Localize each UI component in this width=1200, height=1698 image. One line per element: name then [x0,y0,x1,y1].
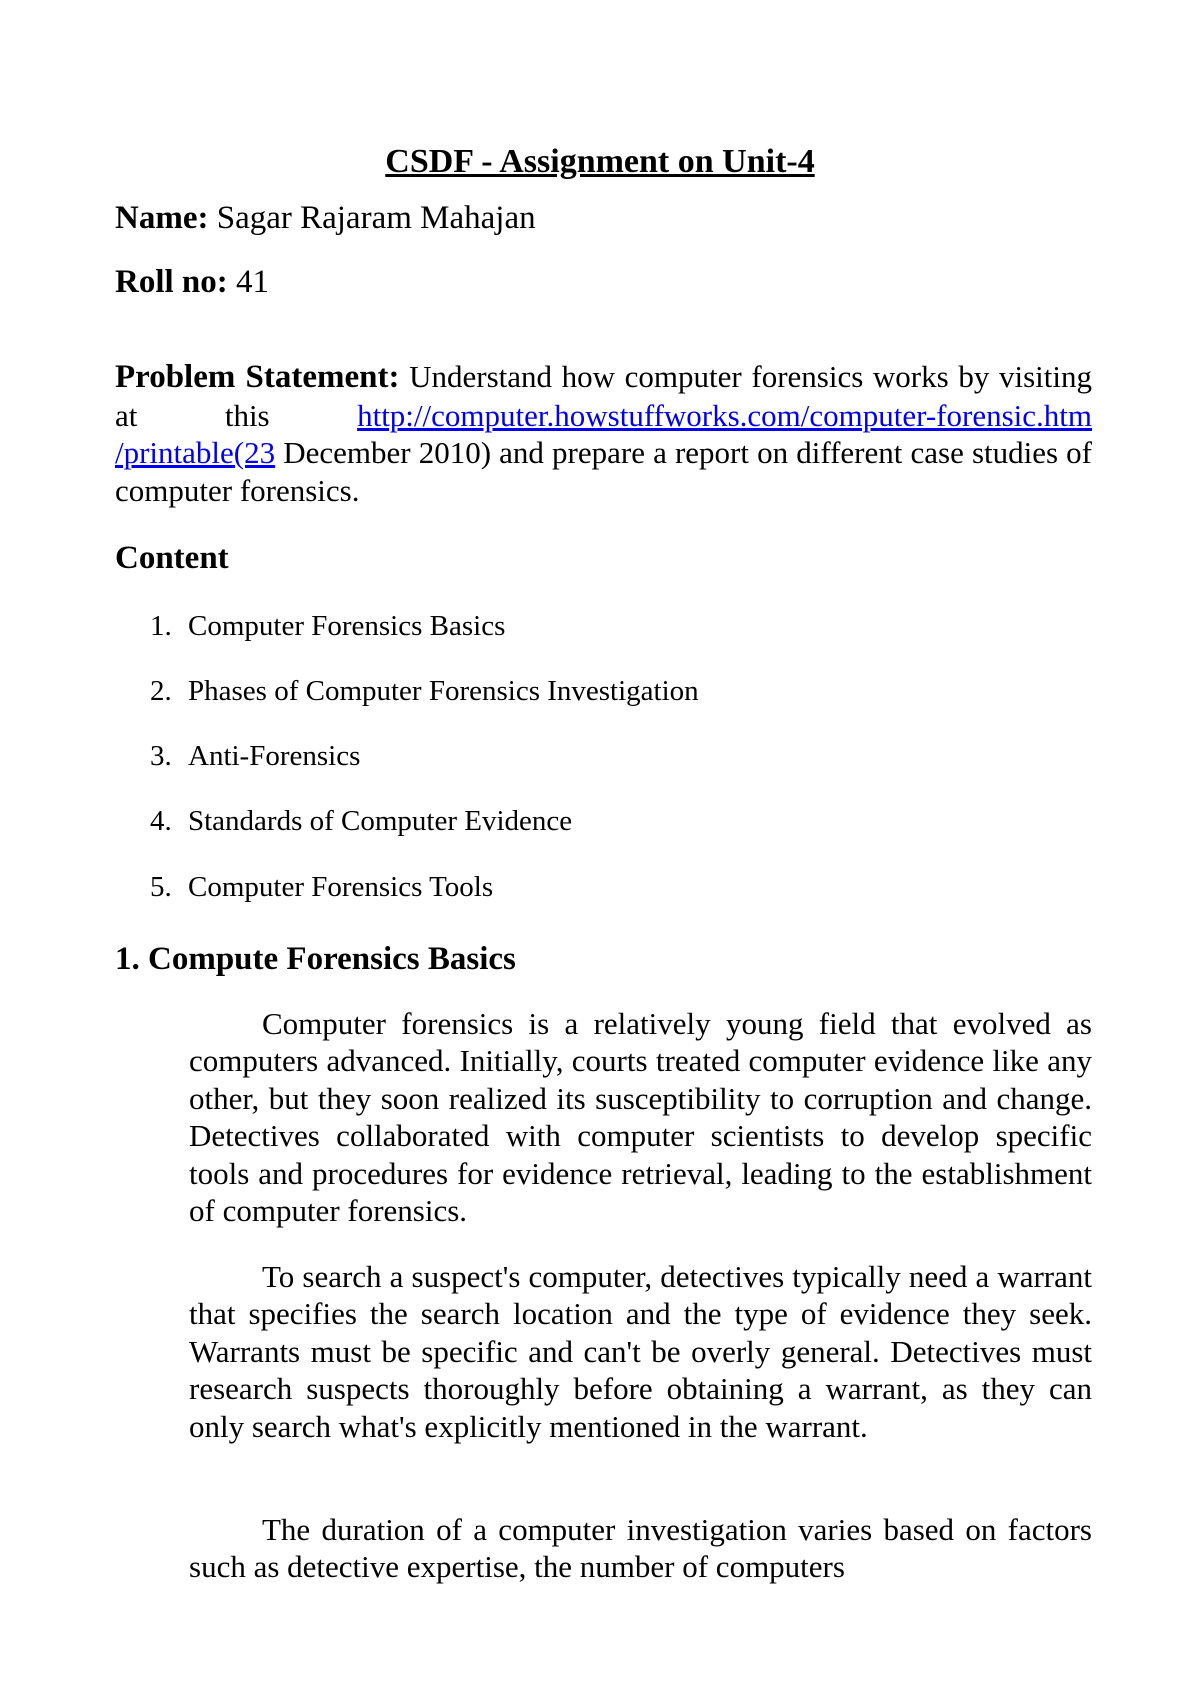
roll-label: Roll no: [115,264,228,300]
toc-item-number: 5. [150,871,172,903]
toc-item-label: Anti-Forensics [188,740,361,772]
name-label: Name: [115,200,209,236]
toc-item [150,673,699,709]
toc-item [150,869,493,905]
toc-item-number: 1. [150,610,172,642]
body-paragraph: To search a suspect's computer, detectives typically need a warrant that specifies the search location and the type of evidence they seek. Warrants must be specific and can't be overly general. Detectives must research suspects thoroughly before obtaining a warrant, as they can only search what's explicitly mentioned in the warrant. [189,1259,1092,1444]
name-field [115,198,536,238]
toc-item-label: Standards of Computer Evidence [188,805,573,837]
toc-item [150,803,572,839]
toc-item-label: Phases of Computer Forensics Investigation [188,675,699,707]
toc-item-label: Computer Forensics Basics [188,610,506,642]
toc-item-number: 3. [150,740,172,772]
problem-link[interactable]: http://computer.howstuffworks.com/computer-forensic.htm /printable(23 [115,397,1092,470]
toc-item-number: 2. [150,675,172,707]
name-value: Sagar Rajaram Mahajan [216,200,536,236]
section-heading: 1. Compute Forensics Basics [115,941,516,977]
content-heading: Content [115,540,229,576]
problem-label: Problem Statement: [115,359,400,395]
problem-text-start: Understand how computer forensics works by visiting at this [115,359,1092,433]
toc-item [150,608,505,644]
problem-statement [115,358,1092,509]
document-title: CSDF - Assignment on Unit-4 [385,143,815,180]
body-paragraph: Computer forensics is a relatively young field that evolved as computers advanced. Initially, courts treated computer evidence like any other, but they soon realized its susceptibility to corruption and change. Detectives collaborated with computer scientists to develop specific tools and procedures for evidence retrieval, leading to the establishment of computer forensics. [189,1006,1092,1229]
roll-field [115,262,269,302]
toc-item-label: Computer Forensics Tools [188,871,494,903]
toc-item [150,738,360,774]
problem-text-end: December 2010) and prepare a report on different case studies of computer forensics. [115,435,1093,508]
roll-value: 41 [236,264,270,300]
body-paragraph: The duration of a computer investigation varies based on factors such as detective expertise, the number of computers [189,1512,1092,1585]
toc-item-number: 4. [150,805,172,837]
